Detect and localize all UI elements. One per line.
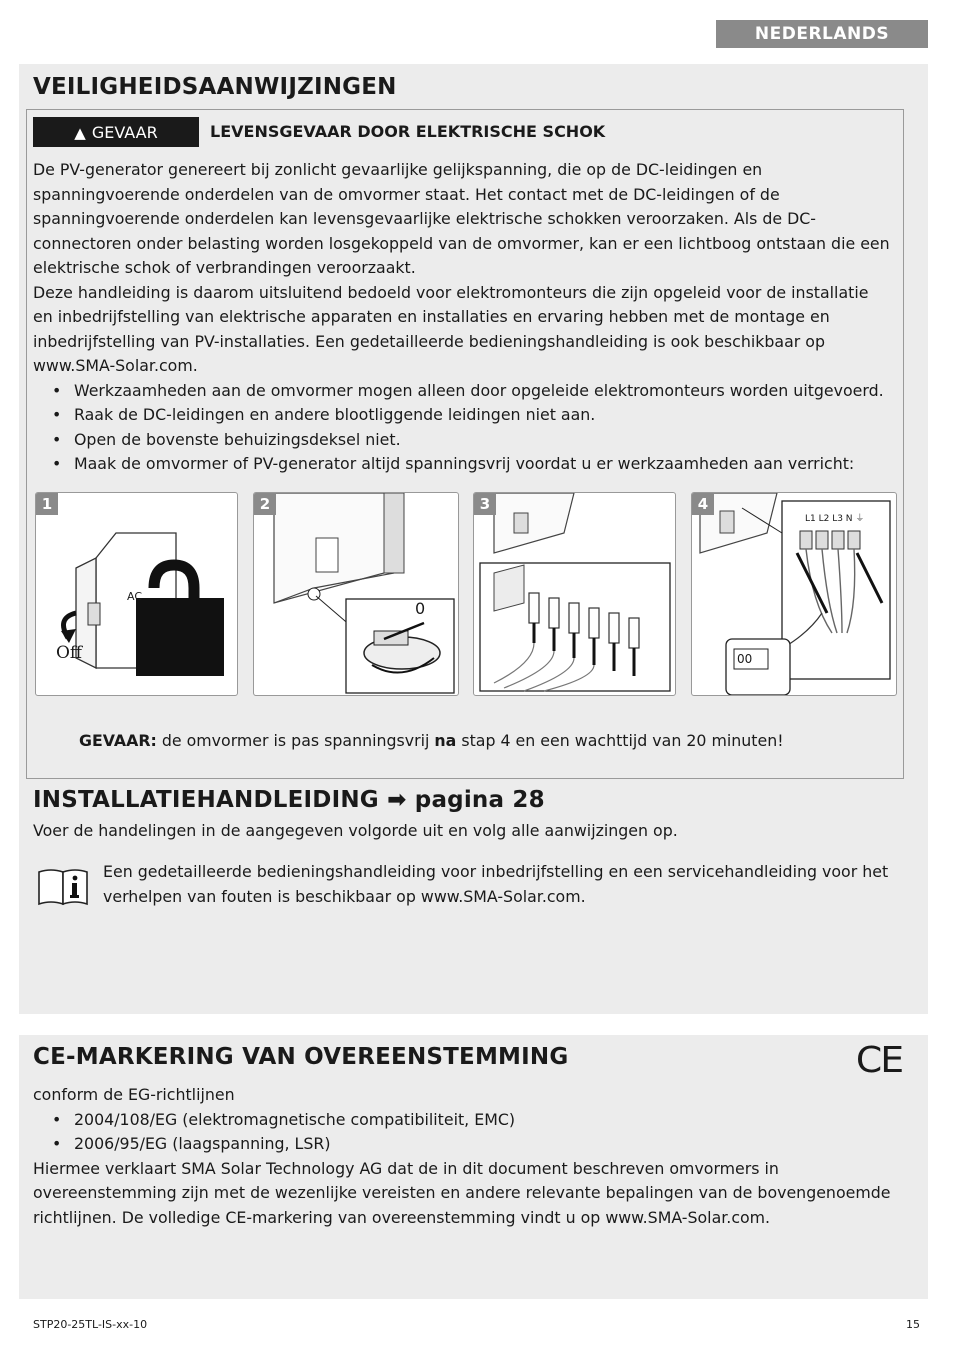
terminal-labels: L1 L2 L3 N ⏚	[805, 514, 865, 524]
page-number: 15	[906, 1318, 920, 1331]
step-number: 3	[474, 493, 496, 515]
danger-note-text-2: stap 4 en een wachttijd van 20 minuten!	[456, 731, 784, 750]
ce-title: CE-MARKERING VAN OVEREENSTEMMING	[33, 1044, 569, 1070]
step-number: 4	[692, 493, 714, 515]
step-3-figure	[473, 492, 676, 696]
ac-label: AC	[127, 590, 143, 603]
danger-label	[33, 117, 199, 147]
switch-zero-label: 0	[415, 599, 426, 618]
warning-paragraph-1: De PV-generator genereert bij zonlicht gevaarlijke gelijkspanning, die op de DC-leidingen en spanningvoerende onderdelen van de omvormer staat. Het contact met de DC-leidingen of de spanningvoerende onderdelen kan levensgevaarlijke elektrische schokken veroorzaken. Als de DC-connectoren onder belasting worden losgekoppeld van de omvormer, kan er een lichtboog ontstaan die een elektrische schok of verbrandingen veroorzaakt.	[33, 160, 890, 277]
warning-bullets	[33, 379, 893, 477]
list-item: • Werkzaamheden aan de omvormer mogen alleen door opgeleide elektromonteurs worden uitgevoerd.	[33, 379, 893, 404]
warning-paragraph-2: Deze handleiding is daarom uitsluitend bedoeld voor elektromonteurs die zijn opgeleid voor de installatie en inbedrijfstelling van elektrische apparaten en installaties en ervaring hebben met de montage en inbedrijfstelling van PV-installaties. Een gedetailleerde bedieningshandleiding is ook beschikbaar op www.SMA-Solar.com.	[33, 282, 869, 375]
meter-display: 00	[737, 652, 753, 666]
warning-triangle-icon: ▲	[74, 124, 86, 142]
doc-code: STP20-25TL-IS-xx-10	[33, 1318, 148, 1331]
ce-bullets	[33, 1108, 903, 1157]
dc-switch-illustration	[254, 493, 458, 695]
installation-title	[33, 787, 545, 813]
list-item: • 2004/108/EG (elektromagnetische compatibiliteit, EMC)	[33, 1108, 903, 1133]
step-number: 2	[254, 493, 276, 515]
warning-title: LEVENSGEVAAR DOOR ELEKTRISCHE SCHOK	[210, 122, 606, 141]
danger-note	[79, 731, 784, 750]
installation-info: Een gedetailleerde bedieningshandleiding voor inbedrijfstelling en een servicehandleiding voor het verhelpen van fouten is beschikbaar op www.SMA-Solar.com.	[103, 862, 889, 906]
ce-body	[33, 1083, 903, 1230]
warning-body	[33, 158, 893, 477]
manual-info-icon	[37, 866, 91, 908]
danger-note-text-1: de omvormer is pas spanningsvrij	[156, 731, 435, 750]
installation-intro: Voer de handelingen in de aangegeven volgorde uit en volg alle aanwijzingen op.	[33, 821, 678, 840]
installation-title-text: INSTALLATIEHANDLEIDING	[33, 787, 379, 813]
language-tab: NEDERLANDS	[716, 20, 928, 48]
ce-declaration: Hiermee verklaart SMA Solar Technology AG dat de in dit document beschreven omvormers in overeenstemming zijn met de wezenlijke vereisten en andere relevante bepalingen van de bovengenoemde richtlijnen. De volledige CE-markering van overeenstemming vindt u op www.SMA-Solar.com.	[33, 1158, 891, 1227]
arrow-right-icon: ➡	[387, 787, 407, 813]
voltage-measurement-illustration	[692, 493, 896, 695]
off-label: Off	[56, 643, 83, 663]
danger-note-prefix: GEVAAR:	[79, 731, 157, 750]
list-item: • Maak de omvormer of PV-generator altijd spanningsvrij voordat u er werkzaamheden aan verricht:	[33, 452, 893, 477]
ce-intro: conform de EG-richtlijnen	[33, 1085, 235, 1104]
step-4-figure	[691, 492, 897, 696]
list-item: • Raak de DC-leidingen en andere blootliggende leidingen niet aan.	[33, 403, 893, 428]
step-1-figure	[35, 492, 238, 696]
dc-connectors-illustration	[474, 493, 675, 695]
danger-note-bold: na	[434, 731, 457, 750]
step-2-figure	[253, 492, 459, 696]
list-item: • Open de bovenste behuizingsdeksel niet.	[33, 428, 893, 453]
safety-title: VEILIGHEIDSAANWIJZINGEN	[33, 74, 397, 100]
danger-label-text: GEVAAR	[91, 123, 158, 142]
list-item: • 2006/95/EG (laagspanning, LSR)	[33, 1132, 903, 1157]
step-number: 1	[36, 493, 58, 515]
installation-page-ref: pagina 28	[414, 787, 545, 813]
ce-logo: CE	[855, 1040, 902, 1081]
